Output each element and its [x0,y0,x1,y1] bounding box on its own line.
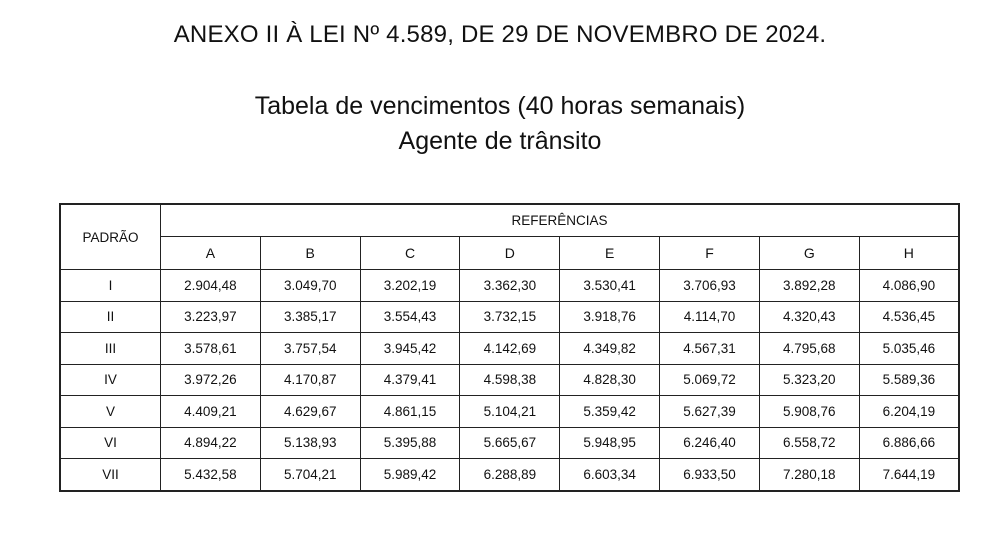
salary-value-cell: 5.069,72 [660,364,760,396]
reference-letters-row [60,237,959,270]
column-header-e: E [560,237,660,270]
salary-value-cell: 6.246,40 [660,427,760,459]
salary-value-cell: 4.114,70 [660,301,760,333]
salary-value-cell: 3.945,42 [360,333,460,365]
salary-value-cell: 5.104,21 [460,396,560,428]
salary-value-cell: 4.536,45 [859,301,959,333]
salary-value-cell: 3.554,43 [360,301,460,333]
salary-value-cell: 4.349,82 [560,333,660,365]
level-cell: III [60,333,161,365]
salary-value-cell: 5.035,46 [859,333,959,365]
column-header-b: B [260,237,360,270]
column-header-d: D [460,237,560,270]
salary-value-cell: 4.379,41 [360,364,460,396]
salary-table [59,203,960,492]
salary-value-cell: 4.409,21 [161,396,261,428]
salary-value-cell: 3.918,76 [560,301,660,333]
salary-value-cell: 4.320,43 [759,301,859,333]
column-header-f: F [660,237,760,270]
salary-value-cell: 3.578,61 [161,333,261,365]
salary-value-cell: 3.202,19 [360,270,460,302]
salary-value-cell: 4.828,30 [560,364,660,396]
column-header-h: H [859,237,959,270]
group-header-referencias: REFERÊNCIAS [161,204,960,237]
salary-value-cell: 3.049,70 [260,270,360,302]
salary-value-cell: 5.359,42 [560,396,660,428]
salary-value-cell: 5.395,88 [360,427,460,459]
salary-value-cell: 6.288,89 [460,459,560,491]
salary-value-cell: 3.972,26 [161,364,261,396]
salary-value-cell: 5.323,20 [759,364,859,396]
table-subtitle: Tabela de vencimentos (40 horas semanais) [254,92,746,120]
salary-value-cell: 6.558,72 [759,427,859,459]
salary-value-cell: 4.629,67 [260,396,360,428]
salary-value-cell: 4.170,87 [260,364,360,396]
salary-value-cell: 4.567,31 [660,333,760,365]
level-cell: VII [60,459,161,491]
salary-value-cell: 4.142,69 [460,333,560,365]
salary-value-cell: 5.432,58 [161,459,261,491]
column-header-g: G [759,237,859,270]
table-row [60,301,959,333]
salary-table-container [59,203,960,492]
salary-value-cell: 6.204,19 [859,396,959,428]
salary-value-cell: 2.904,48 [161,270,261,302]
salary-value-cell: 6.886,66 [859,427,959,459]
salary-value-cell: 3.362,30 [460,270,560,302]
row-header-padrao: PADRÃO [60,204,161,270]
salary-value-cell: 5.908,76 [759,396,859,428]
salary-value-cell: 3.223,97 [161,301,261,333]
salary-value-cell: 3.706,93 [660,270,760,302]
level-cell: V [60,396,161,428]
salary-value-cell: 4.894,22 [161,427,261,459]
level-cell: II [60,301,161,333]
salary-value-cell: 3.530,41 [560,270,660,302]
salary-value-cell: 5.138,93 [260,427,360,459]
salary-value-cell: 5.627,39 [660,396,760,428]
level-cell: IV [60,364,161,396]
salary-value-cell: 5.665,67 [460,427,560,459]
salary-value-cell: 3.757,54 [260,333,360,365]
column-header-c: C [360,237,460,270]
document-title: ANEXO II À LEI Nº 4.589, DE 29 DE NOVEMBRO DE 2024. [173,21,827,48]
table-role-subtitle: Agente de trânsito [398,127,602,155]
level-cell: VI [60,427,161,459]
salary-value-cell: 3.732,15 [460,301,560,333]
table-row [60,459,959,491]
salary-value-cell: 5.589,36 [859,364,959,396]
salary-value-cell: 4.598,38 [460,364,560,396]
salary-value-cell: 4.795,68 [759,333,859,365]
salary-value-cell: 4.861,15 [360,396,460,428]
salary-value-cell: 5.704,21 [260,459,360,491]
salary-value-cell: 5.989,42 [360,459,460,491]
salary-value-cell: 6.603,34 [560,459,660,491]
table-row [60,427,959,459]
column-header-a: A [161,237,261,270]
salary-value-cell: 4.086,90 [859,270,959,302]
salary-value-cell: 7.280,18 [759,459,859,491]
salary-value-cell: 3.385,17 [260,301,360,333]
table-row [60,396,959,428]
level-cell: I [60,270,161,302]
salary-value-cell: 3.892,28 [759,270,859,302]
salary-value-cell: 5.948,95 [560,427,660,459]
salary-value-cell: 7.644,19 [859,459,959,491]
salary-table-body [60,270,959,491]
table-row [60,364,959,396]
table-row [60,270,959,302]
salary-value-cell: 6.933,50 [660,459,760,491]
table-row [60,333,959,365]
